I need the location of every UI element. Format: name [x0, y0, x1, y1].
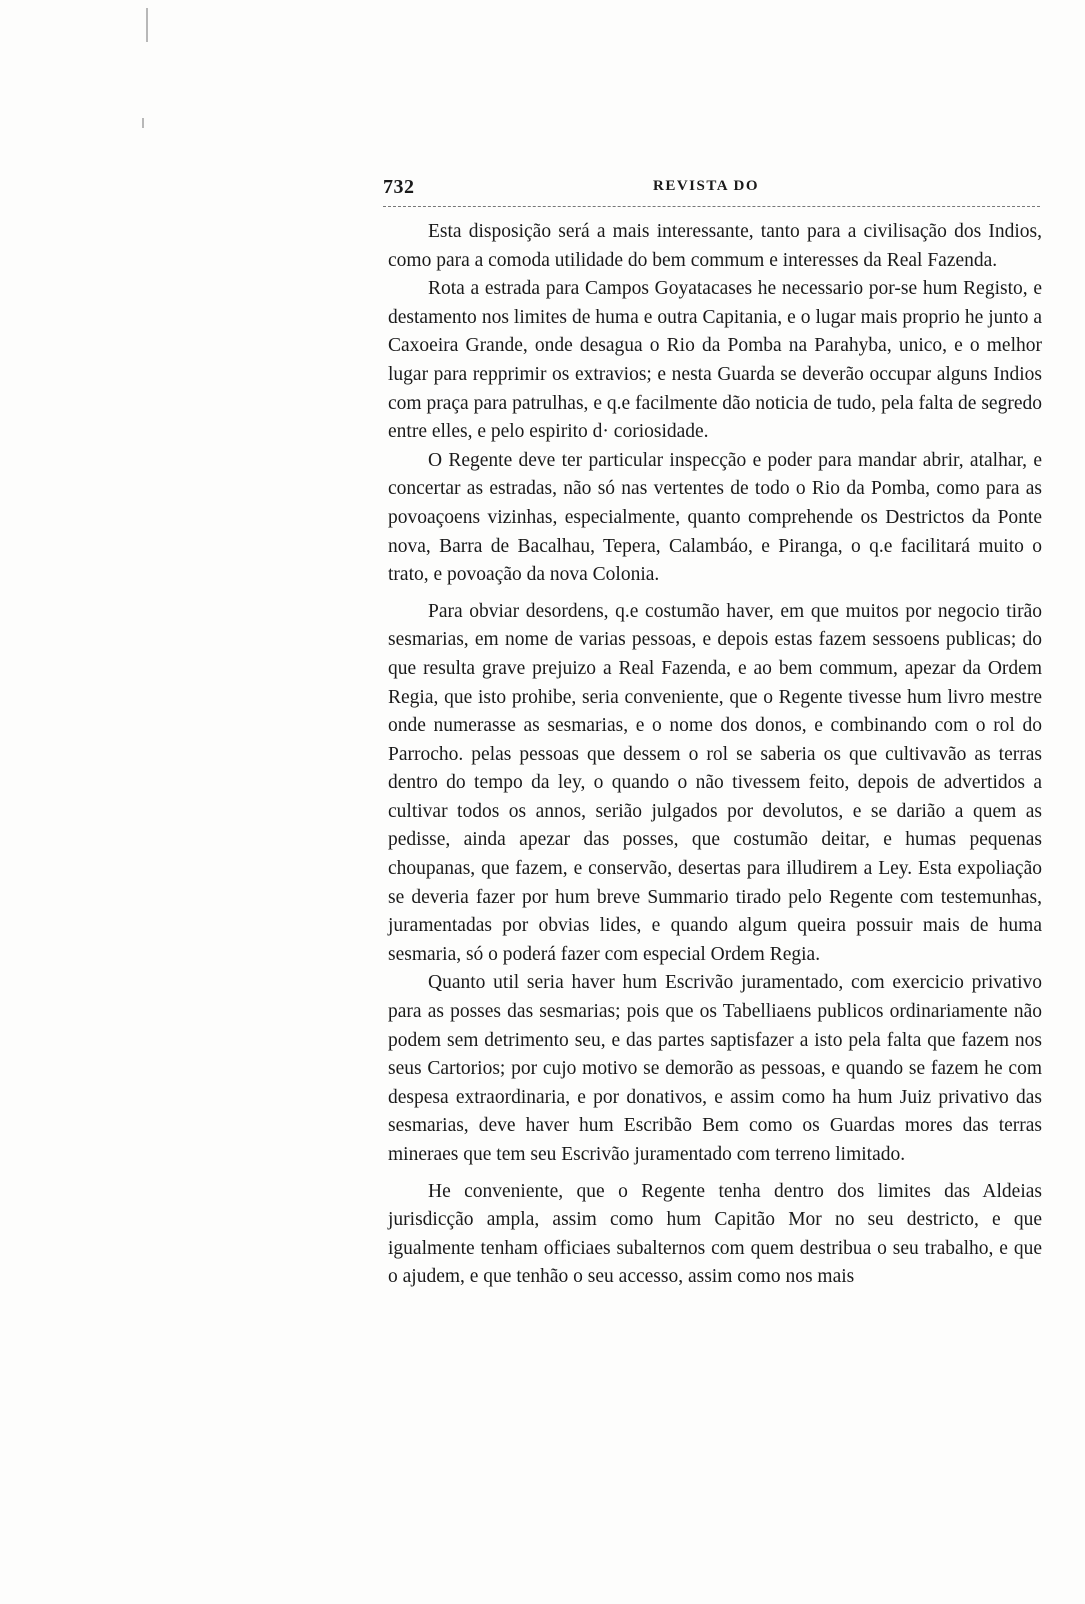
running-head: REVISTA DO: [653, 178, 759, 194]
paragraph: Rota a estrada para Campos Goyatacases he necessario por-se hum Registo, e destamento nos limites de huma e outra Capitania, e o lugar mais proprio he junto a Caxoeira Grande, onde desagua o Rio da Pomba na Parahyba, unico, e o melhor lugar para repprimir os extravios; e nesta Guarda se deverão occupar alguns Indios com praça para patrulhas, e q.e facilmente dão noticia de tudo, pela falta de segredo entre elles, e pelo espirito d· coriosidade.: [388, 278, 1042, 443]
paragraph: Para obviar desordens, q.e costumão haver, em que muitos por negocio tirão sesmarias, em nome de varias pessoas, e depois estas fazem sessoens publicas; do que resulta grave prejuizo a Real Fazenda, e ao bem commum, apezar da Ordem Regia, que isto prohibe, seria conveniente, que o Regente tivesse hum livro mestre onde numerasse as sesmarias, e o nome dos donos, e combinando com o rol do Parrocho. pelas pessoas que dessem o rol se saberia os que cultivavão as terras dentro do tempo da ley, o quando o não tivessem feito, depois de advertidos a cultivar todos os annos, serião julgados por devolutos, e se darião a quem as pedisse, ainda apezar das posses, que costumão deitar, e humas pequenas choupanas, que fazem, e conservão, desertas para illudirem a Ley. Esta expoliação se deveria fazer por hum breve Summario tirado pelo Regente com testemunhas, juramentadas por obvias lides, e quando algum queira possuir mais de huma sesmaria, só o poderá fazer com especial Ordem Regia.: [388, 600, 1042, 965]
paragraph: He conveniente, que o Regente tenha dentro dos limites das Aldeias jurisdicção ampla, assim como hum Capitão Mor no seu destricto, e que igualmente tenham officiaes subalternos com quem destribua o seu trabalho, e que o ajudem, e que tenhão o seu accesso, assim como nos mais: [388, 1180, 1042, 1288]
header-rule: [383, 206, 1040, 207]
body-text: [388, 218, 1042, 1292]
page-number: 732: [383, 176, 415, 198]
scan-speck: [142, 118, 144, 128]
page-header: [383, 176, 1040, 202]
paragraph: Quanto util seria haver hum Escrivão juramentado, com exercicio privativo para as posses das sesmarias; pois que os Tabelliaens publicos ordinariamente não podem sem detrimento seu, e das partes saptisfazer a isto pela falta que fazem nos seus Cartorios; por cujo motivo se demorão as pessoas, e quando se fazem he com despesa extraordinaria, e por donativos, e assim como ha hum Juiz privativo das sesmarias, deve haver hum Escribão Bem como os Guardas mores das terras mineraes que tem seu Escrivão juramentado com terreno limitado.: [388, 972, 1042, 1165]
paragraph: Esta disposição será a mais interessante, tanto para a civilisação dos Indios, como para a comoda utilidade do bem commum e interesses da Real Fazenda.: [388, 221, 1042, 271]
scan-speck: [146, 8, 148, 42]
paragraph: O Regente deve ter particular inspecção e poder para mandar abrir, atalhar, e concertar as estradas, não só nas vertentes de todo o Rio da Pomba, como para as povoaçoens vizinhas, especialmente, quanto comprehende os Destrictos da Ponte nova, Barra de Bacalhau, Tepera, Calambáo, e Piranga, o q.e facilitará muito o trato, e povoação da nova Colonia.: [388, 449, 1042, 586]
